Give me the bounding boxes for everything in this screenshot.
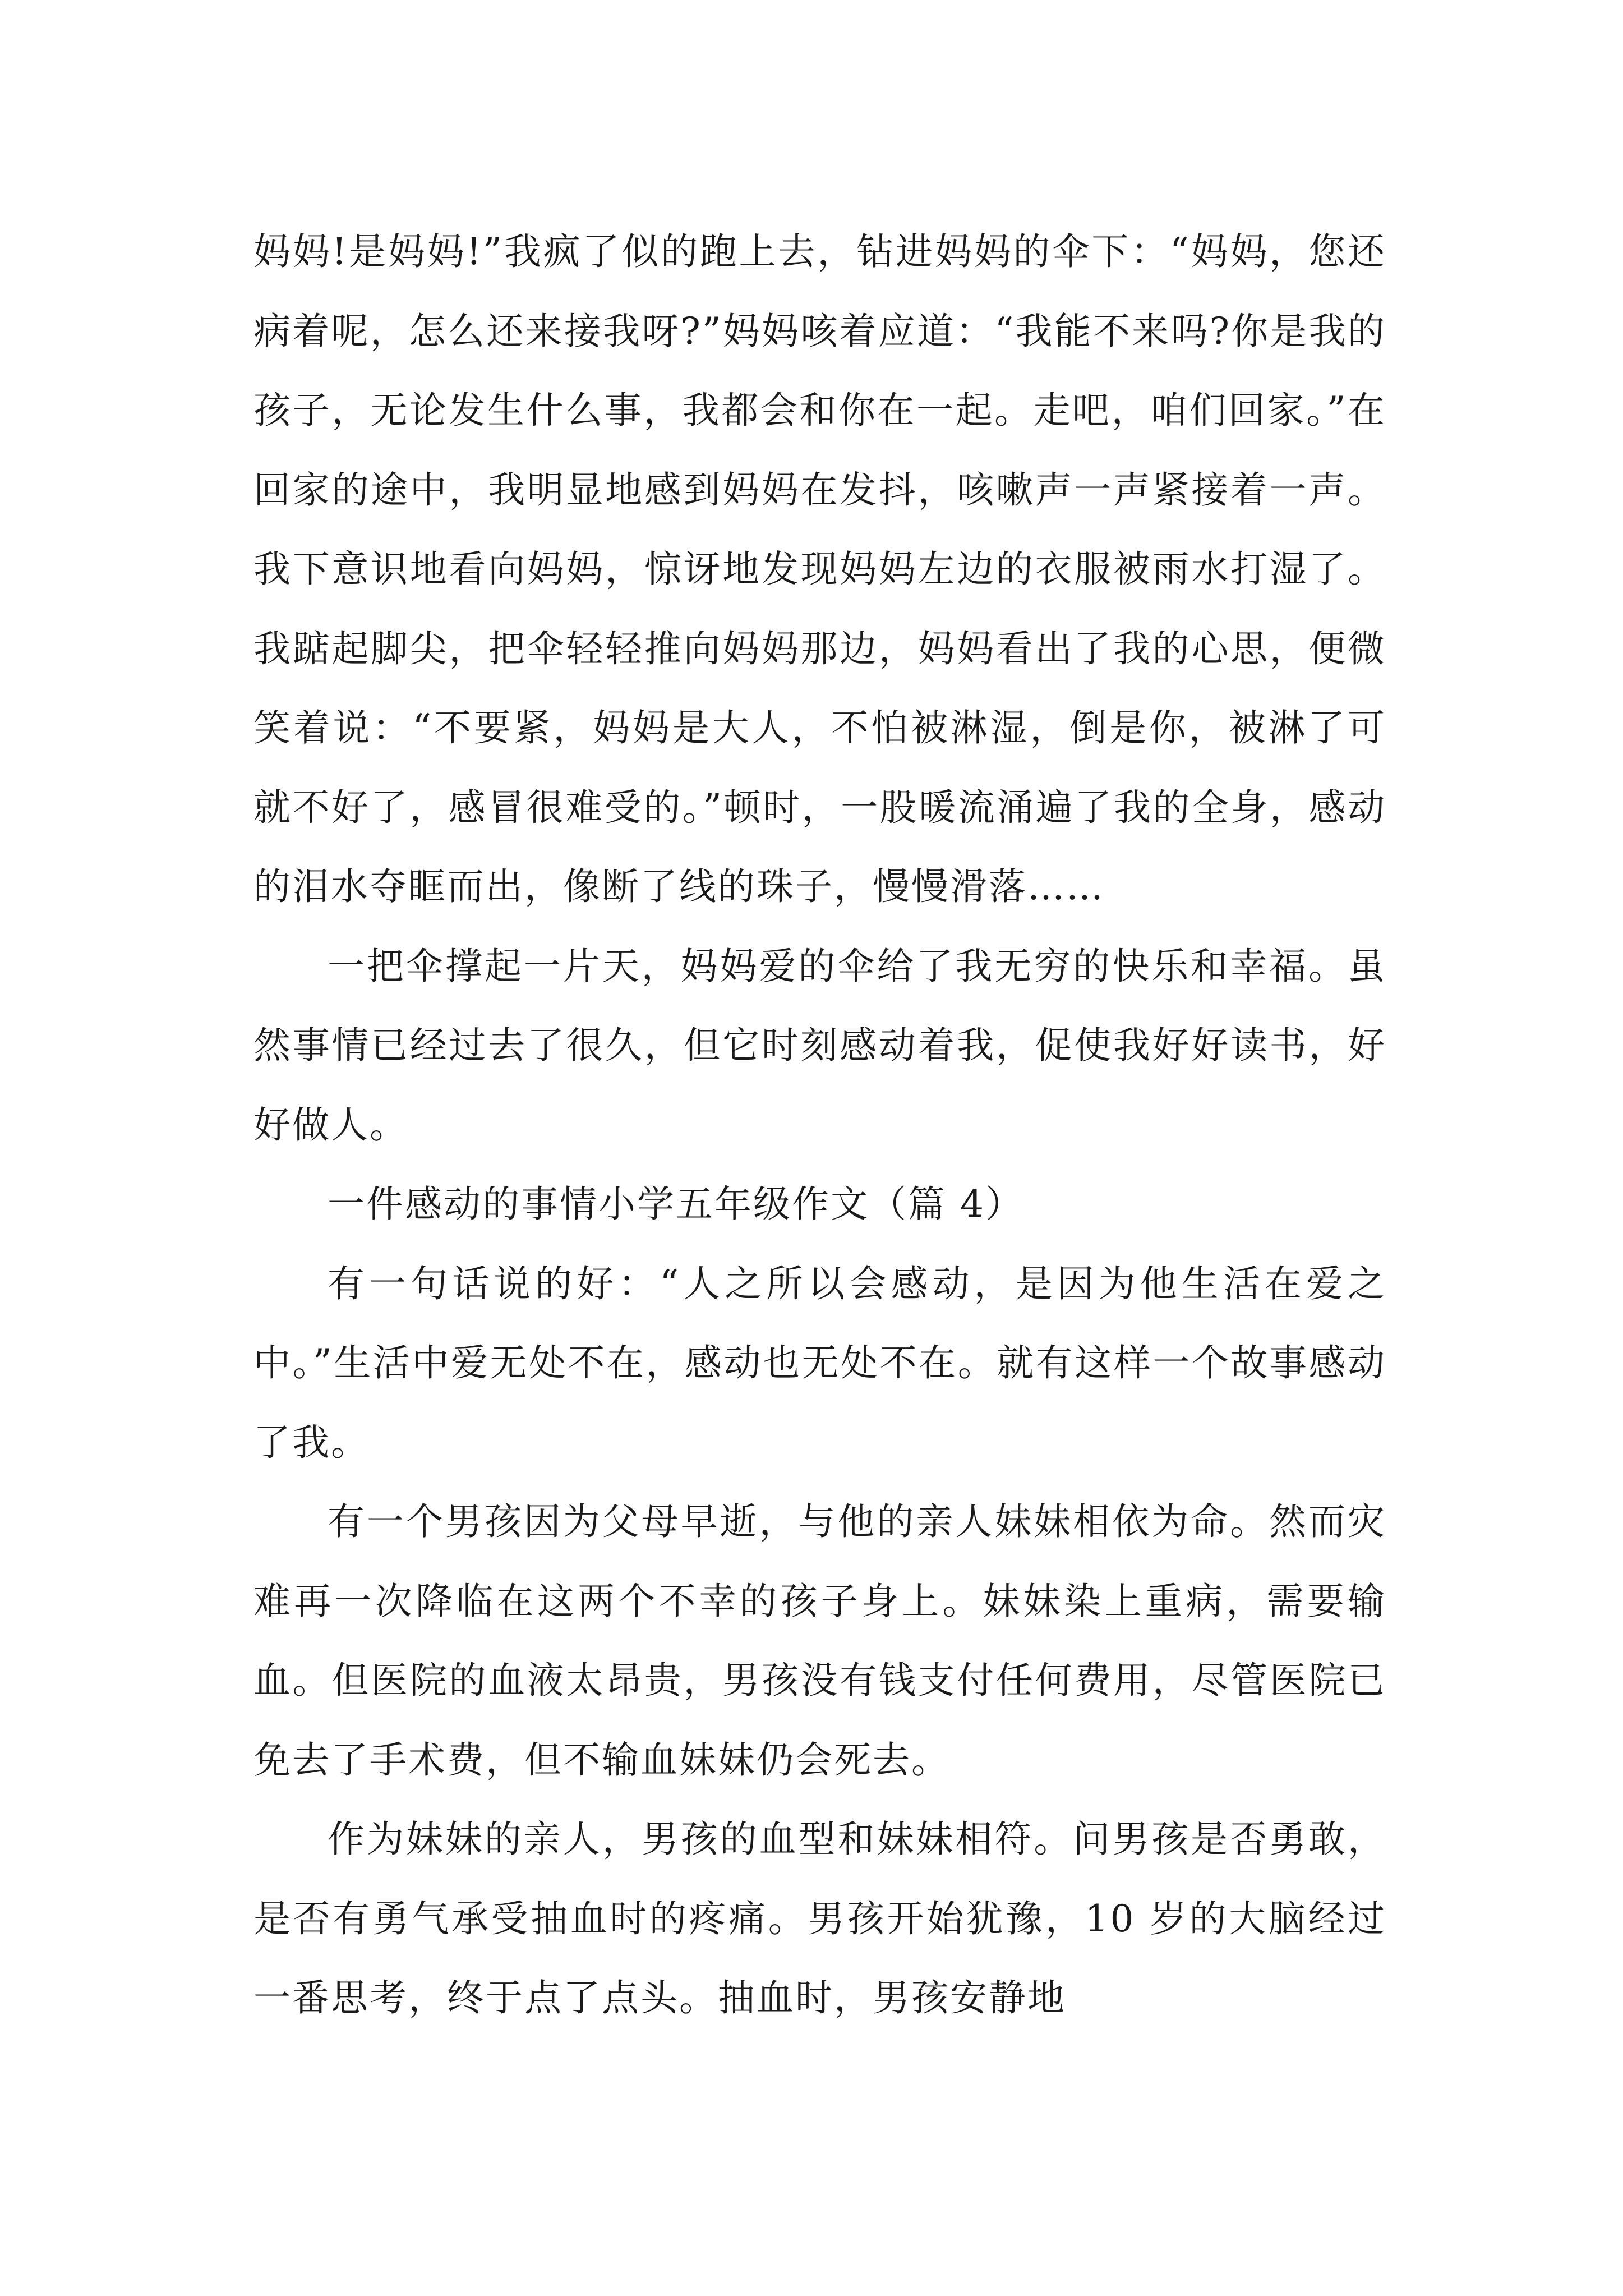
section-heading: 一件感动的事情小学五年级作文（篇 4） (328, 1182, 1024, 1226)
paragraph-continuation: 妈妈!是妈妈!”我疯了似的跑上去，钻进妈妈的伞下：“妈妈，您还病着呢，怎么还来接我呀?”妈妈咳着应道：“我能不来吗?你是我的孩子，无论发生什么事，我都会和你在一起。走吧，咱们回家。”在回家的途中，我明显地感到妈妈在发抖，咳嗽声一声紧接着一声。我下意识地看向妈妈，惊讶地发现妈妈左边的衣服被雨水打湿了。我踮起脚尖，把伞轻轻推向妈妈那边，妈妈看出了我的心思，便微笑着说：“不要紧，妈妈是大人，不怕被淋湿，倒是你，被淋了可就不好了，感冒很难受的。”顿时，一股暖流涌遍了我的全身，感动的泪水夺眶而出，像断了线的珠子，慢慢滑落…… (253, 230, 1386, 908)
paragraph-blood-donation: 作为妹妹的亲人，男孩的血型和妹妹相符。问男孩是否勇敢，是否有勇气承受抽血时的疼痛。男孩开始犹豫，10 岁的大脑经过一番思考，终于点了点头。抽血时，男孩安静地 (253, 1818, 1386, 2019)
paragraph-umbrella-conclusion: 一把伞撑起一片天，妈妈爱的伞给了我无穷的快乐和幸福。虽然事情已经过去了很久，但它时刻感动着我，促使我好好读书，好好做人。 (253, 944, 1386, 1147)
paragraph-boy-story: 有一个男孩因为父母早逝，与他的亲人妹妹相依为命。然而灾难再一次降临在这两个不幸的孩子身上。妹妹染上重病，需要输血。但医院的血液太昂贵，男孩没有钱支付任何费用，尽管医院已免去了手术费，但不输血妹妹仍会死去。 (253, 1500, 1386, 1782)
paragraph-intro-quote: 有一句话说的好：“人之所以会感动，是因为他生活在爱之中。”生活中爱无处不在，感动也无处不在。就有这样一个故事感动了我。 (253, 1262, 1386, 1464)
article-body (253, 212, 1386, 2038)
